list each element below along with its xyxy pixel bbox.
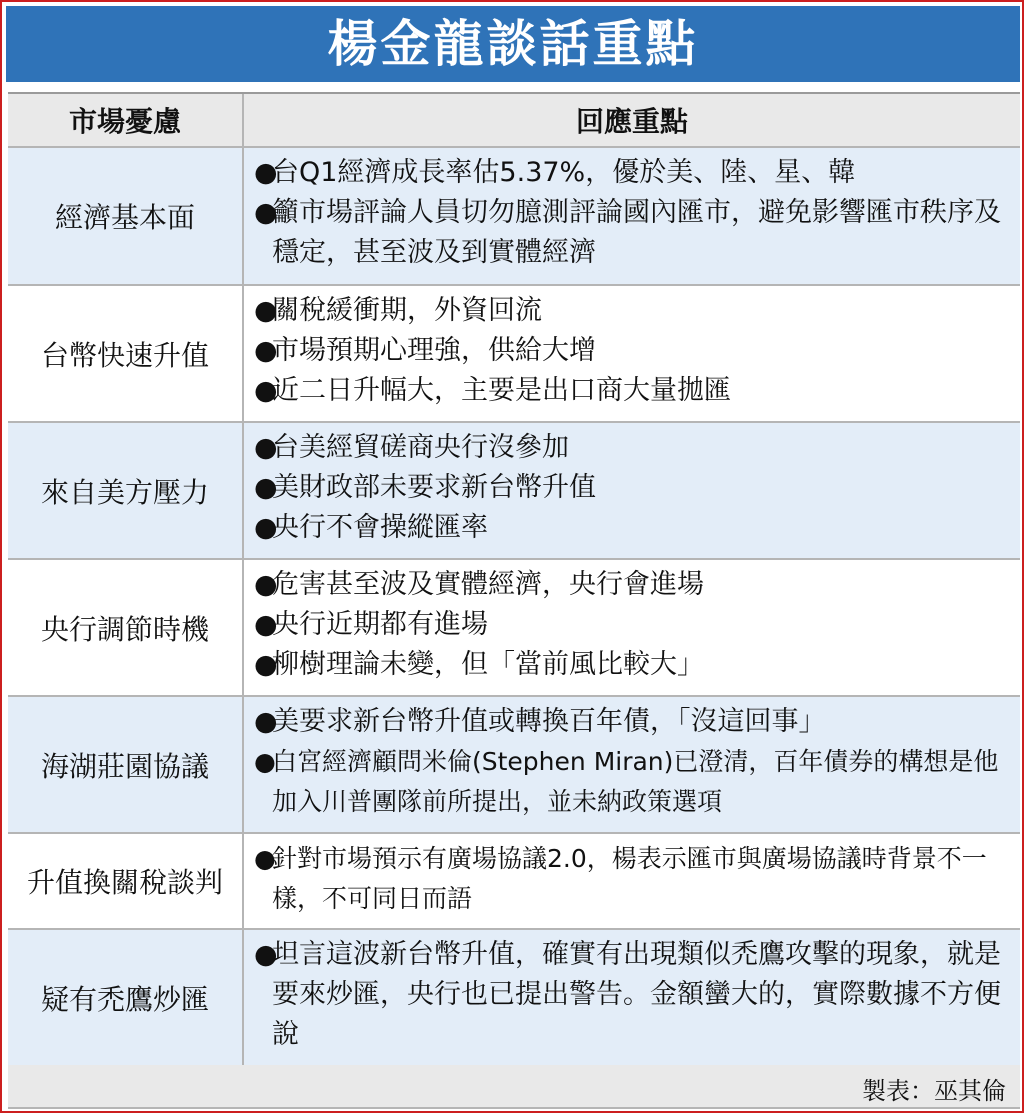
bullet-icon: ● <box>254 472 278 503</box>
bullet-icon: ● <box>254 844 276 873</box>
bullet-icon: ● <box>254 609 278 640</box>
row-points <box>244 697 1020 832</box>
table-row <box>8 423 1020 560</box>
bullet-icon: ● <box>254 939 278 970</box>
bullet-icon: ● <box>254 197 278 228</box>
bullet-icon: ● <box>254 157 278 188</box>
table-row <box>8 834 1020 930</box>
column-header-responses: 回應重點 <box>575 105 688 138</box>
page-title: 楊金龍談話重點 <box>6 6 1020 82</box>
list-item: ●白宮經濟顧問米倫(Stephen Miran)已澄清，百年債券的構想是他加入川普團隊前所提出，並未納政策選項 <box>254 742 1014 822</box>
bullet-icon: ● <box>254 375 278 406</box>
row-topic: 台幣快速升值 <box>8 286 244 421</box>
row-topic: 經濟基本面 <box>8 148 244 284</box>
list-item: ●籲市場評論人員切勿臆測評論國內匯市，避免影響匯市秩序及穩定，甚至波及到實體經濟 <box>254 193 1014 273</box>
credit-line: 製表：巫其倫 <box>862 1077 1006 1105</box>
bullet-icon: ● <box>254 706 278 737</box>
row-points <box>244 560 1020 695</box>
table-row <box>8 697 1020 834</box>
list-item: ●美要求新台幣升值或轉換百年債，「沒這回事」 <box>254 702 1014 742</box>
table-row <box>8 930 1020 1067</box>
list-item: ●美財政部未要求新台幣升值 <box>254 468 1014 508</box>
row-points <box>244 834 1020 928</box>
row-points <box>244 930 1020 1065</box>
bullet-icon: ● <box>254 432 278 463</box>
table-row <box>8 286 1020 423</box>
bullet-icon: ● <box>254 569 278 600</box>
list-item: ●關稅緩衝期，外資回流 <box>254 291 1014 331</box>
table-header-row <box>8 94 1020 148</box>
list-item: ●央行不會操縱匯率 <box>254 508 1014 548</box>
row-topic: 海湖莊園協議 <box>8 697 244 832</box>
list-item: ●坦言這波新台幣升值，確實有出現類似禿鷹攻擊的現象，就是要來炒匯，央行也已提出警告。金額蠻大的，實際數據不方便說 <box>254 935 1014 1055</box>
bullet-icon: ● <box>254 335 278 366</box>
list-item: ●央行近期都有進場 <box>254 605 1014 645</box>
table-footer <box>8 1065 1020 1109</box>
row-topic: 來自美方壓力 <box>8 423 244 558</box>
bullet-icon: ● <box>254 512 278 543</box>
column-header-concerns: 市場憂慮 <box>8 94 244 146</box>
table-row <box>8 148 1020 286</box>
list-item: ●市場預期心理強，供給大增 <box>254 331 1014 371</box>
row-topic: 疑有禿鷹炒匯 <box>8 930 244 1065</box>
row-points <box>244 423 1020 558</box>
list-item: ●針對市場預示有廣場協議2.0，楊表示匯市與廣場協議時背景不一樣，不可同日而語 <box>254 839 1014 919</box>
row-points <box>244 148 1020 284</box>
list-item: ●台Q1經濟成長率估5.37%，優於美、陸、星、韓 <box>254 153 1014 193</box>
list-item: ●柳樹理論未變，但「當前風比較大」 <box>254 645 1014 685</box>
bullet-icon: ● <box>254 747 276 776</box>
row-points <box>244 286 1020 421</box>
row-topic: 升值換關稅談判 <box>8 834 244 928</box>
bullet-icon: ● <box>254 295 278 326</box>
list-item: ●近二日升幅大，主要是出口商大量拋匯 <box>254 371 1014 411</box>
summary-table <box>8 92 1020 1067</box>
bullet-icon: ● <box>254 649 278 680</box>
list-item: ●危害甚至波及實體經濟，央行會進場 <box>254 565 1014 605</box>
list-item: ●台美經貿磋商央行沒參加 <box>254 428 1014 468</box>
row-topic: 央行調節時機 <box>8 560 244 695</box>
table-row <box>8 560 1020 697</box>
